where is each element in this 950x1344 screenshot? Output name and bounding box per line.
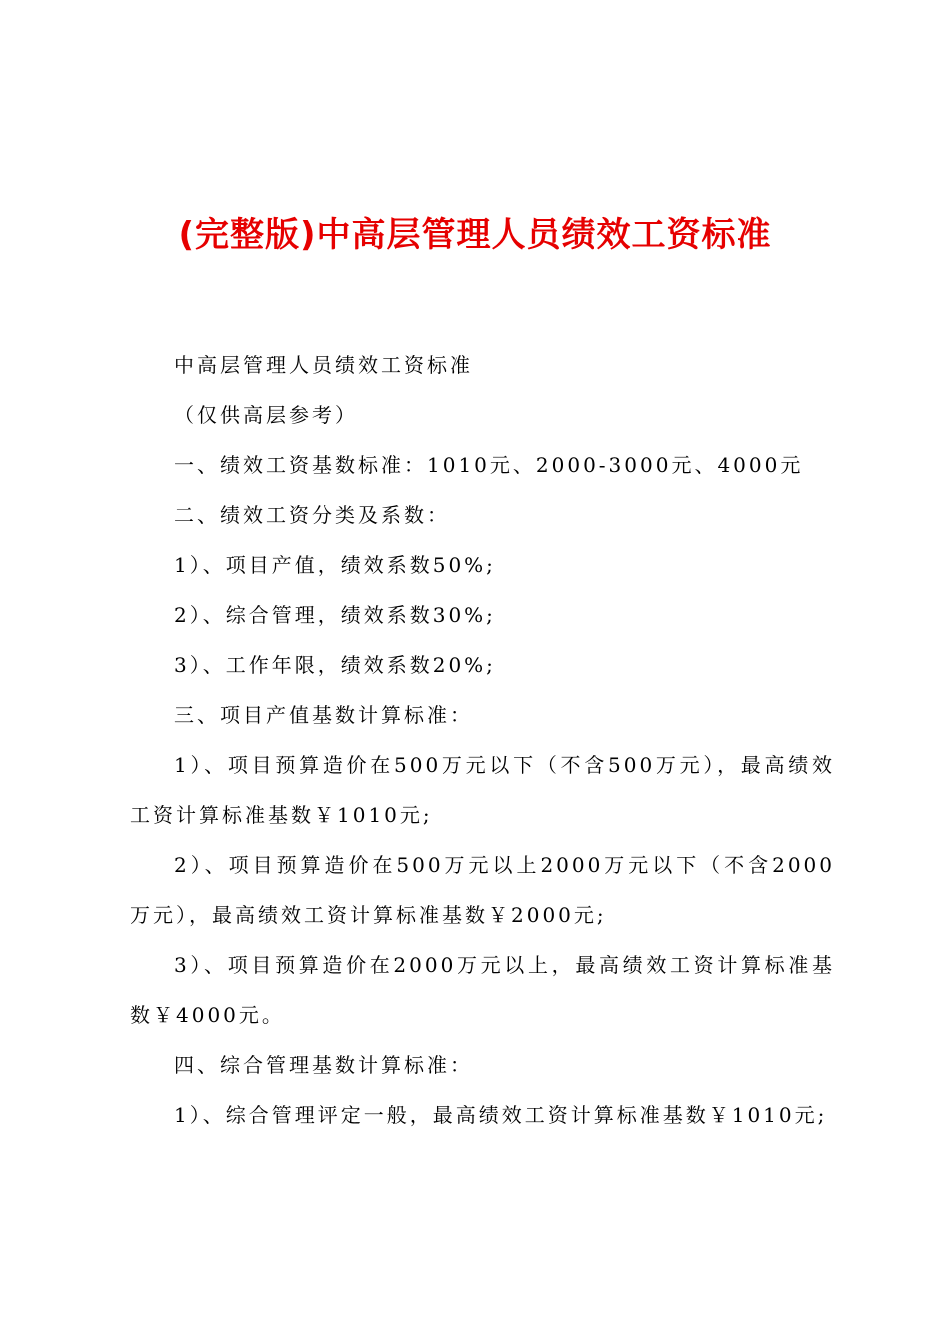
- paragraph-item: 3）、工作年限，绩效系数20%;: [174, 653, 496, 677]
- paragraph-section-1: 一、绩效工资基数标准：1010元、2000-3000元、4000元: [174, 453, 804, 477]
- paragraph-item: 1）、项目产值，绩效系数50%;: [174, 553, 496, 577]
- paragraph-section-2: 二、绩效工资分类及系数：: [174, 503, 450, 527]
- paragraph-section-4: 四、综合管理基数计算标准：: [174, 1053, 473, 1077]
- paragraph-note: （仅供高层参考）: [174, 403, 358, 427]
- document-body: [130, 340, 835, 1140]
- document-title: (完整版)中高层管理人员绩效工资标准: [178, 215, 772, 255]
- paragraph-item: 2）、项目预算造价在500万元以上2000万元以下（不含2000万元），最高绩效工资计算标准基数￥2000元;: [130, 853, 835, 927]
- paragraph-item: 1）、项目预算造价在500万元以下（不含500万元），最高绩效工资计算标准基数￥1010元;: [130, 753, 835, 827]
- paragraph-item: 1）、综合管理评定一般，最高绩效工资计算标准基数￥1010元;: [174, 1103, 828, 1127]
- paragraph-item: 2）、综合管理，绩效系数30%;: [174, 603, 496, 627]
- paragraph-item: 3）、项目预算造价在2000万元以上，最高绩效工资计算标准基数￥4000元。: [130, 953, 835, 1027]
- paragraph-subtitle: 中高层管理人员绩效工资标准: [174, 353, 473, 377]
- paragraph-section-3: 三、项目产值基数计算标准：: [174, 703, 473, 727]
